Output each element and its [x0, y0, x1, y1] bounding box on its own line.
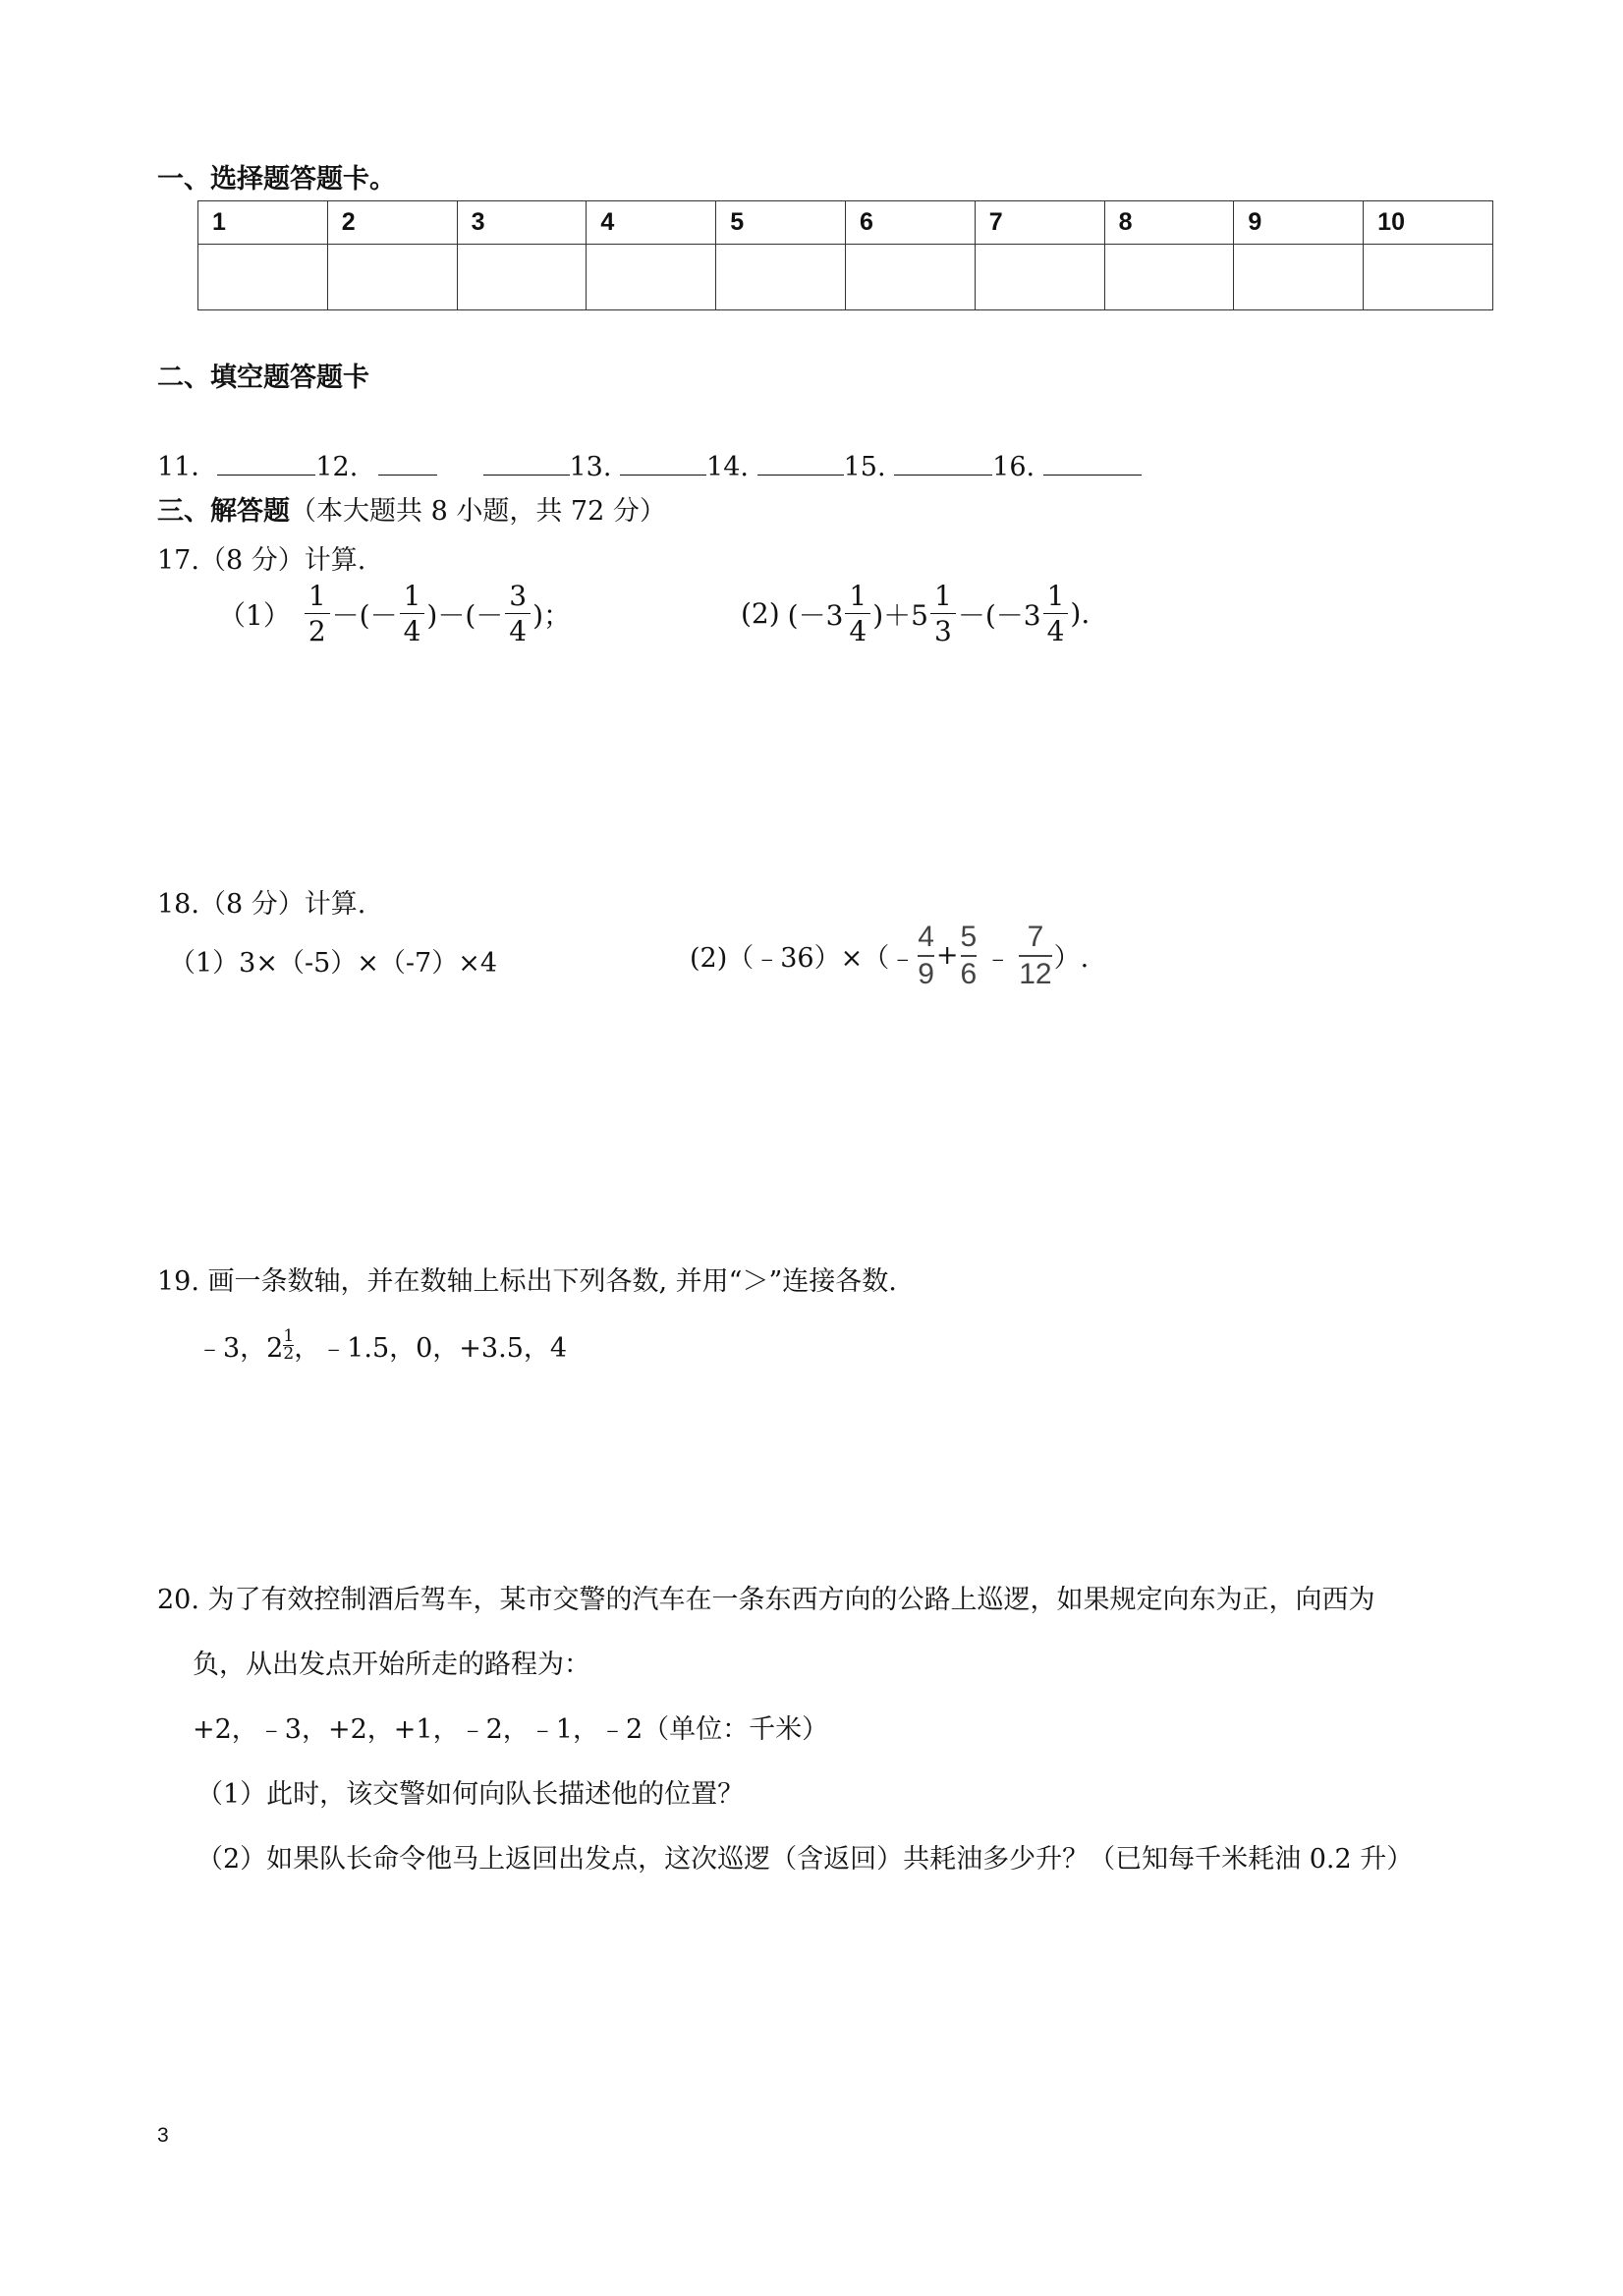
q18-part2 [690, 922, 1089, 989]
denominator: 3 [930, 613, 956, 645]
fraction [505, 582, 531, 646]
fraction [961, 922, 978, 989]
denominator: 2 [305, 613, 330, 645]
blank-label-11: 11． [157, 452, 218, 482]
operator: )； [532, 598, 572, 632]
answer-cell[interactable] [587, 245, 716, 310]
numerator: 3 [509, 580, 528, 612]
fraction [845, 582, 870, 646]
q20-line2: 负，从出发点开始所走的路程为： [193, 1650, 590, 1680]
answer-col-3: 3 [457, 201, 587, 245]
fraction [1043, 582, 1069, 646]
blank-label-16: 16. [992, 452, 1035, 482]
blank-label-13: 13. [569, 452, 612, 482]
q17-part2 [741, 582, 1090, 646]
numerator: 1 [1046, 580, 1065, 612]
q18-part1: （1）3×（-5）×（-7）×4 [169, 948, 498, 979]
operator: ). [1070, 597, 1091, 631]
q17-p2-label: (2) [741, 597, 780, 631]
operator: )－(－ [426, 598, 504, 632]
blank-label-14: 14. [706, 452, 749, 482]
denominator: 2 [283, 1344, 295, 1364]
answer-col-7: 7 [975, 201, 1104, 245]
section2-title: 二、填空题答题卡 [157, 363, 369, 393]
section3-subtitle: （本大题共 8 小题，共 72 分） [290, 496, 666, 527]
blank-label-12: 12. [315, 452, 359, 482]
answer-cell[interactable] [457, 245, 587, 310]
operator: (－3 [787, 598, 844, 632]
operator: ﹣ [984, 943, 1012, 974]
fill-blank-line [157, 445, 1142, 483]
answer-cell[interactable] [198, 245, 328, 310]
section3-title: 三、解答题 [157, 496, 290, 527]
answer-col-4: 4 [587, 201, 716, 245]
operator: －(－ [331, 598, 398, 632]
numerator: 1 [849, 580, 867, 612]
q19-stem: 19. 画一条数轴，并在数轴上标出下列各数, 并用“＞”连接各数. [157, 1266, 897, 1297]
choice-answer-table [197, 200, 1493, 310]
denominator: 12 [1019, 955, 1051, 990]
q19-numbers-part2: ，﹣1.5，0，+3.5，4 [294, 1333, 568, 1364]
blank-12b[interactable] [483, 449, 570, 476]
denominator: 9 [918, 955, 934, 990]
q19-numbers-part1: ﹣3，2 [196, 1333, 284, 1364]
blank-12a[interactable] [378, 449, 437, 476]
answer-col-9: 9 [1234, 201, 1364, 245]
numerator: 1 [934, 580, 952, 612]
fraction [930, 582, 956, 646]
fraction [305, 582, 330, 646]
q20-data: +2，﹣3，+2，+1，﹣2，﹣1，﹣2（单位：千米） [193, 1714, 829, 1745]
section1-title: 一、选择题答题卡。 [157, 164, 396, 195]
numerator: 5 [960, 921, 978, 953]
blank-11[interactable] [217, 449, 315, 476]
answer-cell[interactable] [1104, 245, 1234, 310]
q17-part1 [218, 582, 571, 646]
blank-label-15: 15. [843, 452, 886, 482]
q20-part2: （2）如果队长命令他马上返回出发点，这次巡逻（含返回）共耗油多少升？（已知每千米耗油 0.2 升） [196, 1844, 1414, 1875]
answer-col-8: 8 [1104, 201, 1234, 245]
numerator: 1 [403, 580, 421, 612]
denominator: 4 [1043, 613, 1069, 645]
blank-15[interactable] [894, 449, 992, 476]
fraction [918, 922, 934, 989]
answer-cell[interactable] [716, 245, 846, 310]
answer-col-5: 5 [716, 201, 846, 245]
operator: －(－3 [957, 598, 1041, 632]
denominator: 6 [961, 955, 978, 990]
fraction [283, 1328, 294, 1363]
answer-col-10: 10 [1364, 201, 1493, 245]
operator: + [935, 940, 959, 971]
blank-13[interactable] [620, 449, 706, 476]
page-number: 3 [157, 2124, 169, 2147]
q18-stem: 18.（8 分）计算. [157, 889, 366, 920]
answer-table-blank-row [198, 245, 1493, 310]
blank-14[interactable] [757, 449, 844, 476]
denominator: 4 [400, 613, 425, 645]
q17-p1-label: （1） [218, 598, 291, 632]
answer-cell[interactable] [1364, 245, 1493, 310]
numerator: 7 [1027, 921, 1044, 953]
answer-cell[interactable] [975, 245, 1104, 310]
numerator: 4 [918, 921, 934, 953]
section3-header [157, 489, 666, 528]
numerator: 1 [308, 580, 326, 612]
answer-cell[interactable] [327, 245, 457, 310]
denominator: 4 [505, 613, 531, 645]
q20-part1: （1）此时，该交警如何向队长描述他的位置？ [196, 1779, 745, 1810]
q17-stem: 17.（8 分）计算. [157, 545, 366, 576]
answer-table-header-row [198, 201, 1493, 245]
fraction [400, 582, 425, 646]
blank-16[interactable] [1043, 449, 1142, 476]
numerator: 1 [283, 1326, 295, 1346]
answer-cell[interactable] [1234, 245, 1364, 310]
q19-numbers [196, 1326, 567, 1365]
answer-cell[interactable] [845, 245, 975, 310]
q18-p2-label: (2)（﹣36）×（﹣ [690, 943, 917, 974]
q20-line1: 20. 为了有效控制酒后驾车，某市交警的汽车在一条东西方向的公路上巡逻，如果规定向东为正，向西为 [157, 1585, 1375, 1615]
denominator: 4 [845, 613, 870, 645]
answer-col-6: 6 [845, 201, 975, 245]
answer-col-2: 2 [327, 201, 457, 245]
operator: ）. [1053, 943, 1090, 974]
operator: )＋5 [872, 598, 928, 632]
fraction [1019, 922, 1051, 989]
answer-col-1: 1 [198, 201, 328, 245]
